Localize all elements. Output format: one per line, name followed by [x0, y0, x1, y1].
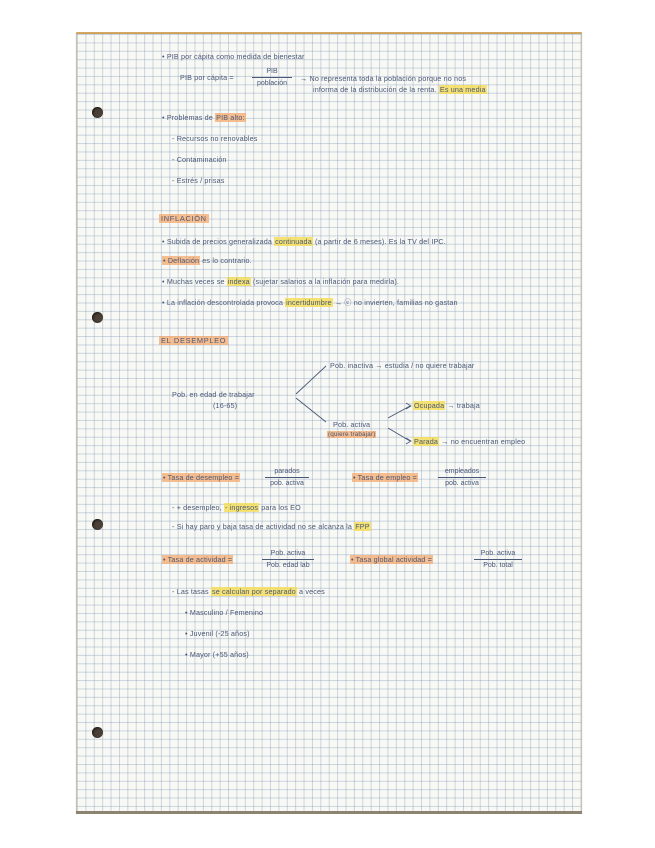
- problemas-item: - Estrés / prisas: [172, 176, 225, 185]
- desempleo-heading: EL DESEMPLEO: [161, 336, 227, 345]
- tasas-separado-text: - Las tasas: [172, 587, 209, 596]
- problemas-highlight: PIB alto:: [216, 113, 245, 122]
- inflacion-line2-text: es lo contrario.: [200, 256, 252, 265]
- tree-branch-ocupada: [388, 406, 410, 418]
- pib-formula-label: PIB por cápita =: [180, 73, 234, 82]
- desempleo-ingresos-line: [172, 503, 301, 512]
- pib-explanation-text: informa de la distribución de la renta.: [313, 85, 437, 94]
- pib-explanation-highlight: Es una media: [439, 85, 486, 94]
- tasa-desempleo-highlight: • Tasa de desempleo =: [163, 473, 240, 482]
- tasa-global-denominator: Pob. total: [483, 562, 513, 569]
- inflacion-line3-highlight: indexa: [227, 277, 250, 286]
- problemas-item: - Contaminación: [172, 155, 227, 164]
- tree-arrowhead-ocupada: [406, 403, 411, 409]
- inflacion-heading: INFLACIÓN: [161, 214, 207, 223]
- inflacion-line1-rest: (a partir de 6 meses). Es la TV del IPC.: [315, 237, 446, 246]
- inflacion-line2-highlight: • Deflación: [163, 256, 200, 265]
- tasa-desempleo-numerator: parados: [265, 467, 309, 478]
- tasas-separado-rest: a veces: [296, 587, 325, 596]
- pob-parada-highlight: Parada: [414, 437, 439, 446]
- inflacion-line4-rest: → ⓔ no invierten, familias no gastan: [334, 298, 458, 307]
- inflacion-line4-highlight: incertidumbre: [286, 298, 332, 307]
- pob-activa: Pob. activa: [333, 420, 371, 429]
- desempleo-fpp-highlight: FPP: [355, 522, 370, 531]
- inflacion-line1-highlight: continuada: [275, 237, 312, 246]
- tasa-global-label: [350, 555, 433, 564]
- desempleo-fpp-text: - Si hay paro y baja tasa de actividad no se alcanza la: [172, 522, 353, 531]
- pob-ocupada-highlight: Ocupada: [414, 401, 445, 410]
- pob-edad-rango: (16-65): [213, 401, 238, 410]
- desempleo-ingresos-text: - + desempleo,: [172, 503, 222, 512]
- tasa-actividad-numerator: Pob. activa: [262, 549, 314, 560]
- tasa-empleo-fraction: [438, 467, 486, 488]
- tasa-actividad-highlight: • Tasa de actividad =: [163, 555, 233, 564]
- tasa-actividad-fraction: [262, 549, 314, 570]
- tasa-global-numerator: Pob. activa: [474, 549, 522, 560]
- tree-arrowhead-parada: [406, 438, 411, 444]
- inflacion-line1-text: • Subida de precios generalizada: [162, 237, 273, 246]
- tasa-global-fraction: [474, 549, 522, 570]
- tasas-subitem: • Masculino / Femenino: [185, 608, 264, 617]
- tasas-subitem: • Mayor (+55 años): [185, 650, 249, 659]
- tasa-actividad-denominator: Pob. edad lab: [266, 562, 310, 569]
- tasa-desempleo-denominator: pob. activa: [270, 480, 304, 487]
- pib-formula-numerator: PIB: [252, 67, 292, 78]
- pob-parada: [413, 437, 525, 446]
- inflacion-line3-text: • Muchas veces se: [162, 277, 225, 286]
- tasa-empleo-numerator: empleados: [438, 467, 486, 478]
- tasa-empleo-denominator: pob. activa: [445, 480, 479, 487]
- tasa-desempleo-label: [162, 473, 240, 482]
- desempleo-ingresos-rest: para los EO: [259, 503, 301, 512]
- tree-branch-parada: [388, 428, 410, 441]
- tree-branch-lower: [296, 398, 326, 422]
- tasas-subitem: • Juvenil (-25 años): [185, 629, 250, 638]
- pob-edad-trabajar: Pob. en edad de trabajar: [172, 390, 255, 399]
- tasa-global-highlight: • Tasa global actividad =: [351, 555, 433, 564]
- pib-formula-denominator: población: [257, 80, 287, 87]
- pib-bullet: • PIB por cápita como medida de bienestar: [162, 52, 305, 61]
- inflacion-line3-rest: (sujetar salarios a la inflación para medirla).: [253, 277, 400, 286]
- pob-ocupada: [413, 401, 480, 410]
- problemas-text: • Problemas de: [162, 113, 213, 122]
- desempleo-ingresos-highlight: - ingresos: [225, 503, 259, 512]
- tasas-separado-highlight: se calculan por separado: [211, 587, 296, 596]
- tasa-empleo-highlight: • Tasa de empleo =: [353, 473, 418, 482]
- pib-explanation-line1: → No representa toda la población porque no nos: [300, 74, 467, 83]
- tasas-separado-line: [172, 587, 325, 596]
- pob-inactiva: Pob. inactiva → estudia / no quiere trabajar: [330, 361, 475, 370]
- tasa-desempleo-fraction: [265, 467, 309, 488]
- tree-branch-upper: [296, 366, 326, 394]
- inflacion-line4-text: • La inflación descontrolada provoca: [162, 298, 283, 307]
- pob-parada-text: → no encuentran empleo: [439, 437, 526, 446]
- pob-ocupada-text: → trabaja: [445, 401, 480, 410]
- problemas-item: - Recursos no renovables: [172, 134, 258, 143]
- pob-activa-sub: (quiere trabajar): [328, 431, 376, 438]
- tasa-actividad-label: [162, 555, 233, 564]
- tasa-empleo-label: [352, 473, 418, 482]
- desempleo-fpp-line: [172, 522, 371, 531]
